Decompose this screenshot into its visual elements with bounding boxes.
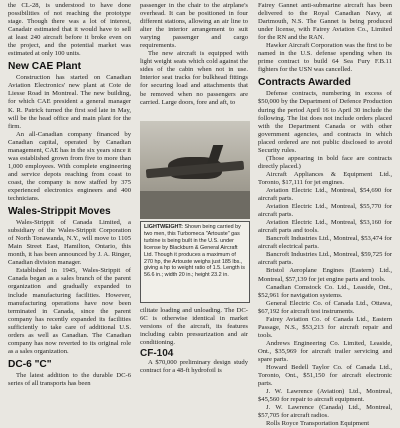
contract-entry: Bancroft Industries Ltd., Montreal, $53,474 for aircraft electrical parts.: [258, 235, 392, 251]
contract-entry: Aircraft Appliances & Equipment Ltd., Toronto, $17,111 for jet engines.: [258, 170, 392, 186]
contracts-note: (Those appearing in bold face are contracts directly placed.): [258, 154, 392, 170]
column-middle-bottom: [140, 307, 248, 375]
dc6-heading: DC-6 "C": [8, 358, 52, 370]
contract-entry: Rolls Royce Transportation Equipment: [266, 420, 370, 428]
contract-entry: Howard Bedell Taylor Co. of Canada Ltd., Toronto, Ont., $51,150 for aircraft electronic parts.: [258, 364, 392, 388]
column-middle: [140, 2, 248, 107]
right-paragraph-2: Hawker Aircraft Corporation was the first to be named in the U.S. defense spending when its prime contract to build 64 Sea Fury F.B.11 fighters for the USN was cancelled.: [258, 42, 392, 74]
wales-paragraph-2: Established in 1945, Wales-Strippit of Canada began as a sales branch of the parent organization and gradually expanded to include manufacturing facilities. However, manufacturing operations have now been terminated in Canada, since the parent company has recently expanded its facilities sufficiently to take care of additional U.S. orders as well as Canadian. The Canadian company has now reverted to its original role as a sales organization.: [8, 267, 131, 355]
contracts-intro: Defense contracts, numbering in excess of $50,000 by the Department of Defence Production during the period April 16 to April 30 include the following. The list does not include orders placed with the Department Canada or with other government agencies, and contracts in which placed ordered are not public disclosed to avoid Security rules.: [258, 90, 392, 154]
column-right: [258, 2, 392, 428]
contract-entry: Andrews Engineering Co. Limited, Leaside, Ont., $35,969 for aircraft trailer servicing and spare parts.: [258, 339, 392, 363]
photo-caption: [140, 221, 250, 303]
cf104-heading: CF-104: [140, 348, 174, 360]
middle-paragraph-2: The new aircraft is equipped with light weight seats which cold against the sides of the cabin when not in use. Interior seat tracks for bulkhead fittings for securing load and attachments that be removed when no passengers are carried. Large doors, fore and aft, to: [140, 50, 248, 106]
contract-entry: Aviation Electric Ltd., Montreal, $54,690 for aircraft parts.: [258, 186, 392, 203]
contract-entry: Aviation Electric Ltd., Montreal, $55,770 for aircraft parts.: [258, 203, 392, 219]
contracts-heading: Contracts Awarded: [258, 77, 351, 89]
caption-text: Shown being carried by two men, this Turbomeca "Artouste" gas turbine is being built in the U.S. under license by Blackburn & General Aircraft Ltd. Though it produces a maximum of 270 hp, the Artouste weighs just 185 lbs., giving a hp to weight ratio of 1.5. Length is 56.6 in.; width 20 in.; height 23.2 in.: [144, 224, 245, 279]
contract-entry: Aviation Electric Ltd., Montreal, $53,160 for aircraft parts and tools.: [258, 219, 392, 235]
intro-paragraph: the CL-28, is understood to have done possibilities of not reaching the prototype stage. Though there was a lot of interest, Canadair estimated that it would have to sell at least 240 aircraft before it broke even on the project, and the potential market was estimated at only 100 units.: [8, 2, 131, 58]
wales-heading: Wales-Strippit Moves: [8, 206, 111, 218]
column-left: [8, 2, 131, 388]
contract-entry: Fairey Aviation Co. of Canada Ltd., Eastern Passage, N.S., $53,213 for aircraft repair and tools.: [258, 315, 392, 339]
cae-paragraph-1: Construction has started on Canadian Aviation Electronics' new plant at Cote de Liesse Road in Montreal. The new building, for which CAE president a general manager K. R. Patrick turned the first sod late in May, will be the head office and main plant for the firm.: [8, 74, 131, 130]
contract-entry: Bristol Aeroplane Engines (Eastern) Ltd., Montreal, $57,139 for jet engine parts and tools.: [258, 267, 392, 283]
cae-paragraph-2: An all-Canadian company financed by Canadian capital, operated by Canadian management, CAE has in the six years since it was established grown from five to more than 1,000 employees. With complete engineering and service depots reaching from coast to coast, the company is now staffed by 375 experienced electronics engineers and 400 technicians.: [8, 130, 131, 203]
middle-bottom-paragraph: cilitate loading and unloading. The DC-6C is otherwise identical in market versions of the aircraft, its features including cabin pressurization and air conditioning.: [140, 307, 248, 347]
cf104-paragraph: A $70,000 preliminary design study contract for a 48-ft hydrofoil is: [140, 359, 248, 375]
cae-heading: New CAE Plant: [8, 61, 82, 73]
contracts-list: [258, 171, 392, 428]
caption-label: LIGHTWEIGHT:: [144, 224, 183, 230]
contract-entry: Bancroft Industries Ltd., Montreal, $59,725 for aircraft parts.: [258, 251, 392, 267]
gas-turbine-photo: [140, 121, 250, 219]
contract-entry: J. W. Lawrence (Aviation) Ltd., Montreal, $45,560 for repair to aircraft equipment.: [258, 388, 392, 404]
middle-top-paragraph: passenger in the chair to the airplane's overhead. It can be positioned in four different stations, allowing an air line to alter the interior arrangement to suit varying passenger and cargo requirements.: [140, 2, 248, 50]
wales-paragraph-1: Wales-Strippit of Canada Limited, a subsidiary of the Wales-Strippit Corporation of North Tonawanda, N.Y., will move to 1105 Main Street East, Hamilton, Ontario, this month, it has been announced by J. A. Ringer, Canadian division manager.: [8, 219, 131, 267]
contract-entry: General Electric Co. of Canada Ltd., Ottawa, $67,192 for aircraft test instruments.: [258, 299, 392, 315]
contract-entry: J. W. Lawrence (Canada) Ltd., Montreal, $57,705 for aircraft radios.: [258, 404, 392, 420]
right-top-paragraph: Fairey Gannet anti-submarine aircraft has been delivered to the Royal Canadian Navy, at Dartmouth, N.S. The Gannet is being produced under license, with Fairey Aviation Co., Limited for the RN and the RAN.: [258, 2, 392, 42]
contract-entry: Canadian Comstock Co. Ltd., Leaside, Ont., $52,961 for navigation systems.: [258, 283, 392, 299]
dc6-paragraph: The latest addition to the durable DC-6 series of all transports has been: [8, 371, 131, 387]
